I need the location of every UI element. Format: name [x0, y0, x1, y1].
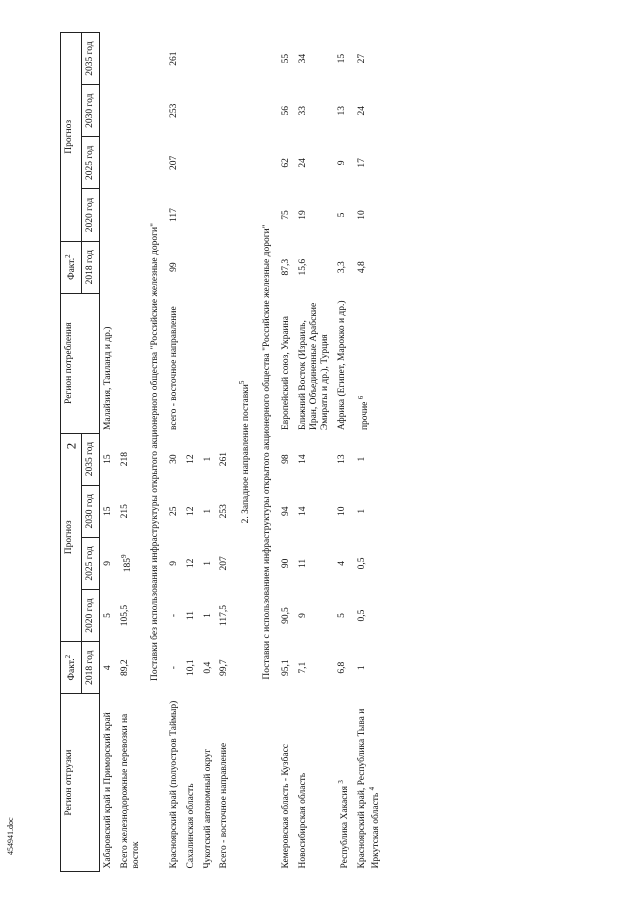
header-year: 2035 год: [82, 433, 100, 485]
table-row: Республика Хакасия $^3$ 6,8 5 4 10 13 Африка (Египет, Марокко и др.) 3,3 5 9 13 15: [337, 53, 351, 869]
coal-supply-table: [60, 32, 385, 872]
header-right-forecast: Прогноз: [61, 33, 82, 242]
section-heading: Поставки с использованием инфраструктуры открытого акционерного общества "Российские железные дороги": [262, 224, 273, 680]
table-row: Всего железнодорожные перевозки на восток 89,2 105,5 $185^9$ 215 218: [119, 452, 141, 869]
section-heading: Поставки без использования инфраструктуры открытого акционерного общества "Российские железные дороги": [149, 223, 160, 681]
header-consumption-region: Регион потребления: [61, 293, 100, 433]
header-year: 2020 год: [82, 589, 100, 641]
table-row: Чукотский автономный округ 0,4 1 1 1 1: [202, 456, 213, 869]
table-row: Хабаровский край и Приморский край 4 5 9 15 15 Малайзия, Таиланд и др.): [103, 326, 113, 869]
rotated-table-container: [60, 32, 620, 872]
header-year: 2018 год: [82, 642, 100, 694]
header-right-year: 2018 год: [82, 241, 100, 293]
document-footer: 454941.doc: [6, 817, 15, 855]
header-year: 2025 год: [82, 537, 100, 589]
header-right-year: 2035 год: [82, 33, 100, 85]
header-right-year: 2030 год: [82, 85, 100, 137]
header-fact: Факт.$^2$: [61, 642, 82, 694]
table-row: Всего - восточное направление 99,7 117,5 207 253 261: [219, 452, 230, 869]
table-row: Кемеровская область - Кузбасс 95,1 90,5 90 94 98 Европейский союз, Украина 87,3 75 62 56 55: [281, 53, 292, 869]
header-forecast: Прогноз: [61, 433, 82, 642]
header-right-fact: Факт.$^2$: [61, 241, 82, 293]
table-row: Новосибирская область 7,1 9 11 14 14 Ближний Восток (Израиль, Иран, Объединенные Арабские Эмираты и др.), Турция 15,6 19 24 33 34: [298, 53, 331, 869]
table-row: Сахалинская область 10,1 11 12 12 12: [185, 454, 196, 869]
page-number: 2: [63, 442, 79, 450]
table-row: Красноярский край, Республика Тыва и Иркутская область $^4$ 1 0,5 0,5 1 1 прочие $^6$ 4,8 10 17 24 27: [357, 53, 382, 869]
header-right-year: 2020 год: [82, 189, 100, 241]
section-heading: 2. Западное направление поставки$^5$: [238, 380, 252, 524]
header-shipment-region: Регион отгрузки: [61, 694, 100, 872]
header-year: 2030 год: [82, 485, 100, 537]
table-row: Красноярский край (полуостров Таймыр) - - 9 25 30 всего - восточное направление 99 117 207 253 261: [168, 51, 179, 869]
header-right-year: 2025 год: [82, 137, 100, 189]
